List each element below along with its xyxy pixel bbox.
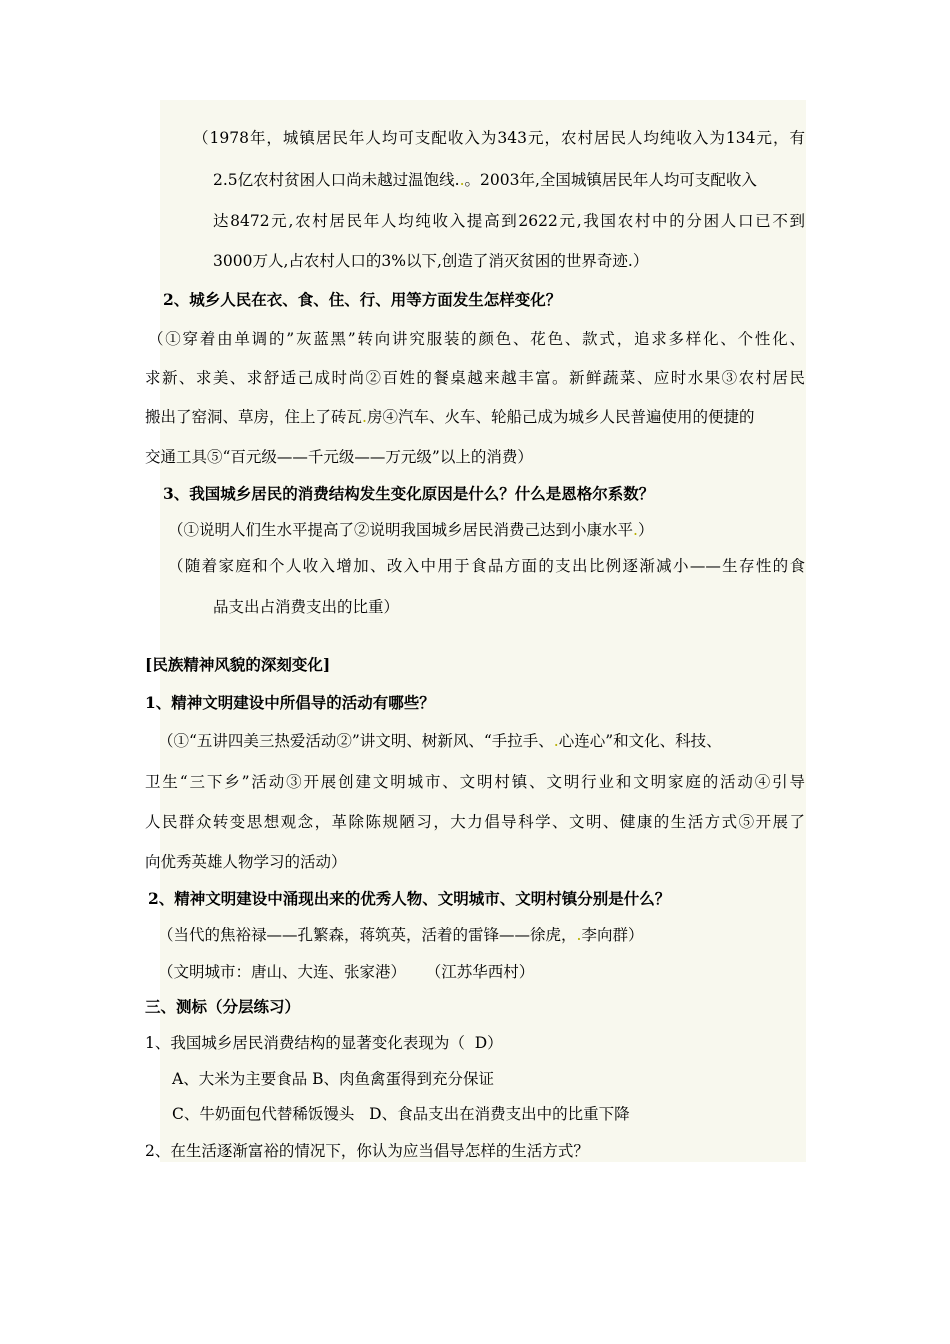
- test-title: 三、测标（分层练习）: [145, 997, 301, 1016]
- paragraph-line: （当代的焦裕禄——孔繁森，蒋筑英，活着的雷锋——徐虎，.李向群）: [158, 926, 644, 944]
- question-heading: 3、我国城乡居民的消费结构发生变化原因是什么？什么是恩格尔系数？: [163, 484, 655, 503]
- marker-dot: .: [633, 521, 638, 539]
- marker-dot: .: [553, 732, 559, 750]
- paragraph-line: （随着家庭和个人收入增加、改入中用于食品方面的支出比例逐渐减小——生存性的食: [168, 557, 805, 575]
- question-heading: 2、城乡人民在衣、食、住、行、用等方面发生怎样变化？: [163, 290, 562, 309]
- paragraph-line: 2.5亿农村贫困人口尚未越过温饱线..。2003年,全国城镇居民年人均可支配收入: [213, 171, 757, 189]
- paragraph-line: 搬出了窑洞、草房，住上了砖瓦.房④汽车、火车、轮船己成为城乡人民普遍使用的便捷的: [145, 408, 755, 426]
- test-question: 2、在生活逐渐富裕的情况下，你认为应当倡导怎样的生活方式？: [145, 1142, 589, 1160]
- paragraph-line: （1978年，城镇居民年人均可支配收入为343元，农村居民人均纯收入为134元，有: [193, 129, 805, 147]
- section-title: [民族精神风貌的深刻变化]: [145, 655, 331, 674]
- test-question: 1、我国城乡居民消费结构的显著变化表现为（ D）: [145, 1034, 503, 1052]
- paragraph-line: 卫生“三下乡”活动③开展创建文明城市、文明村镇、文明行业和文明家庭的活动④引导: [145, 773, 805, 791]
- marker-dot: .: [362, 408, 367, 426]
- paragraph-line: （文明城市：唐山、大连、张家港） （江苏华西村）: [158, 963, 535, 981]
- paragraph-line: 品支出占消费支出的比重）: [213, 598, 400, 616]
- question-heading: 1、精神文明建设中所倡导的活动有哪些？: [145, 693, 435, 712]
- paragraph-line: 3000万人,占农村人口的3%以下,创造了消灭贫困的世界奇迹.）: [213, 252, 649, 270]
- paragraph-line: 达8472元,农村居民年人均纯收入提高到2622元,我国农村中的分困人口已不到: [213, 212, 805, 230]
- marker-dot: .: [459, 171, 465, 189]
- paragraph-line: （①穿着由单调的”灰蓝黑”转向讲究服装的颜色、花色、款式，追求多样化、个性化、: [148, 330, 805, 348]
- paragraph-line: 向优秀英雄人物学习的活动）: [145, 853, 347, 871]
- paragraph-line: （①说明人们生水平提高了②说明我国城乡居民消费己达到小康水平.）: [168, 521, 654, 539]
- test-option-line: A、大米为主要食品 B、肉鱼禽蛋得到充分保证: [172, 1070, 495, 1088]
- question-heading: 2、精神文明建设中涌现出来的优秀人物、文明城市、文明村镇分别是什么？: [148, 889, 671, 908]
- paragraph-line: 交通工具⑤“百元级——千元级——万元级”以上的消费）: [145, 448, 533, 466]
- test-option-line: C、牛奶面包代替稀饭馒头 D、食品支出在消费支出中的比重下降: [172, 1105, 630, 1123]
- paragraph-line: （①“五讲四美三热爱活动②”讲文明、树新风、“手拉手、.心连心”和文化、科技、: [158, 732, 722, 750]
- marker-dot: .: [576, 926, 582, 944]
- paragraph-line: 求新、求美、求舒适己成时尚②百姓的餐桌越来越丰富。新鲜蔬菜、应时水果③农村居民: [145, 369, 805, 387]
- paragraph-line: 人民群众转变思想观念，革除陈规陋习，大力倡导科学、文明、健康的生活方式⑤开展了: [145, 813, 805, 831]
